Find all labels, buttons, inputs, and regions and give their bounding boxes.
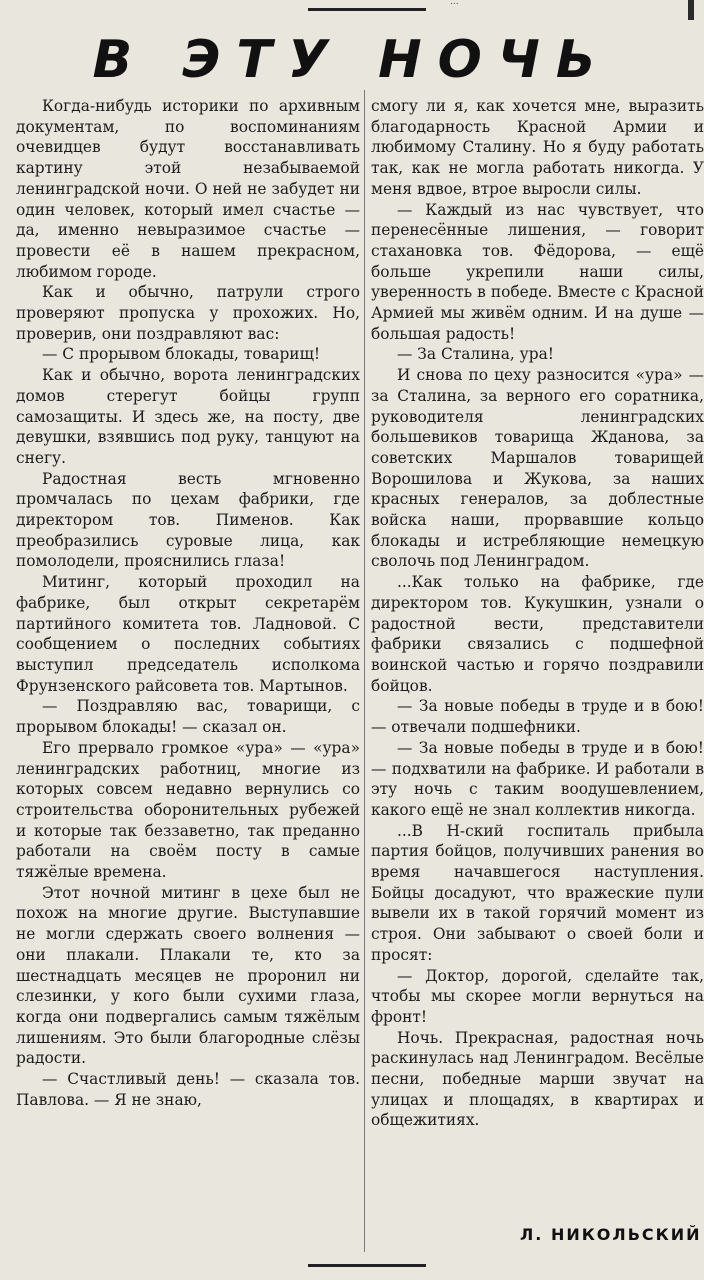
article-column-left xyxy=(16,96,360,1110)
paragraph: — Счастливый день! — сказала тов. Павлова. — Я не знаю, xyxy=(16,1070,360,1109)
paragraph: Как и обычно, ворота ленинградских домов стерегут бойцы групп самозащиты. И здесь же, на посту, две девушки, взявшись под руку, танцуют на снегу. xyxy=(16,366,360,467)
paragraph: — Поздравляю вас, товарищи, с прорывом блокады! — сказал он. xyxy=(16,697,360,737)
top-rule xyxy=(308,8,426,11)
paragraph: — За новые победы в труде и в бою! — подхватили на фабрике. И работали в эту ночь с таким воодушевлением, какого ещё не знал коллектив никогда. xyxy=(371,738,704,819)
paragraph: — Доктор, дорогой, сделайте так, чтобы мы скорее могли вернуться на фронт! xyxy=(371,966,704,1026)
column-divider xyxy=(364,90,365,1252)
paragraph: Ночь. Прекрасная, радостная ночь раскинулась над Ленинградом. Весёлые песни, победные марши звучат на улицах и площадях, в квартирах и общежитиях. xyxy=(371,1028,704,1130)
paragraph: Его прервало громкое «ура» — «ура» ленинградских работниц, многие из которых совсем недавно вернулись со строительства оборонительных рубежей и которые так беззаветно, так преданно работали на своём посту в самые тяжёлые времена. xyxy=(16,738,360,882)
paragraph: И снова по цеху разносится «ура» — за Сталина, за верного его соратника, руководителя ленинградских большевиков товарища Жданова, за советских Маршалов товарищей Ворошилова и Жукова, за наших красных генералов, за доблестные войска наши, прорвавшие кольцо блокады и истребляющие немецкую сволочь под Ленинградом. xyxy=(371,366,704,571)
paragraph: Этот ночной митинг в цехе был не похож на многие другие. Выступавшие не могли сдержать своего волнения — они плакали. Плакали те, кто за шестнадцать месяцев не проронил ни слезинки, у кого были сухими глаза, когда они подвергались самым тяжёлым лишениям. Это были благородные слёзы радости. xyxy=(16,883,360,1068)
bottom-rule xyxy=(308,1264,426,1267)
article-headline: В ЭТУ НОЧЬ xyxy=(92,30,612,90)
paragraph: Радостная весть мгновенно промчалась по цехам фабрики, где директором тов. Пименов. Как преобразились суровые лица, как помолодели, прояснились глаза! xyxy=(16,469,360,571)
paragraph: Митинг, который проходил на фабрике, был открыт секретарём партийного комитета тов. Ладновой. С сообщением о последних событиях выступил председатель исполкома Фрунзенского райсовета тов. Мартынов. xyxy=(16,573,360,695)
paragraph: — За Сталина, ура! xyxy=(397,345,554,364)
paragraph-continued: смогу ли я, как хочется мне, выразить благодарность Красной Армии и любимому Сталину. Но я буду работать так, как не могла работать никогда. У меня вдвое, втрое выросли силы. xyxy=(371,97,704,198)
paragraph: Когда-нибудь историки по архивным документам, по воспоминаниям очевидцев будут восстанавливать картину этой незабываемой ленинградской ночи. О ней не забудет ни один человек, который имел счастье — да, именно невыразимое счастье — провести её в нашем прекрасном, любимом городе. xyxy=(16,97,360,281)
paragraph: ...В Н-ский госпиталь прибыла партия бойцов, получивших ранения во время начавшегося наступления. Бойцы досадуют, что вражеские пули вывели их в такой горячий момент из строя. Они забывают о своей боли и просят: xyxy=(371,821,704,964)
paragraph: — За новые победы в труде и в бою! — отвечали подшефники. xyxy=(371,697,704,737)
paragraph: — Каждый из нас чувствует, что перенесённые лишения, — говорит стахановка тов. Фёдорова, — ещё больше укрепили наши силы, уверенность в победе. Вместе с Красной Армией мы живём одним. И на душе — большая радость! xyxy=(371,200,704,343)
author-signature: Л. НИКОЛЬСКИЙ xyxy=(520,1225,702,1244)
paragraph: ...Как только на фабрике, где директором тов. Кукушкин, узнали о радостной вести, представители фабрики связались с подшефной воинской частью и горячо поздравили бойцов. xyxy=(371,573,704,695)
article-column-right xyxy=(371,96,704,1131)
paragraph: Как и обычно, патрули строго проверяют пропуска у прохожих. Но, проверив, они поздравляют вас: xyxy=(16,283,360,343)
edge-mark xyxy=(688,0,694,20)
cropped-corner-text: ... xyxy=(450,0,459,7)
paragraph: — С прорывом блокады, товарищ! xyxy=(42,345,321,364)
